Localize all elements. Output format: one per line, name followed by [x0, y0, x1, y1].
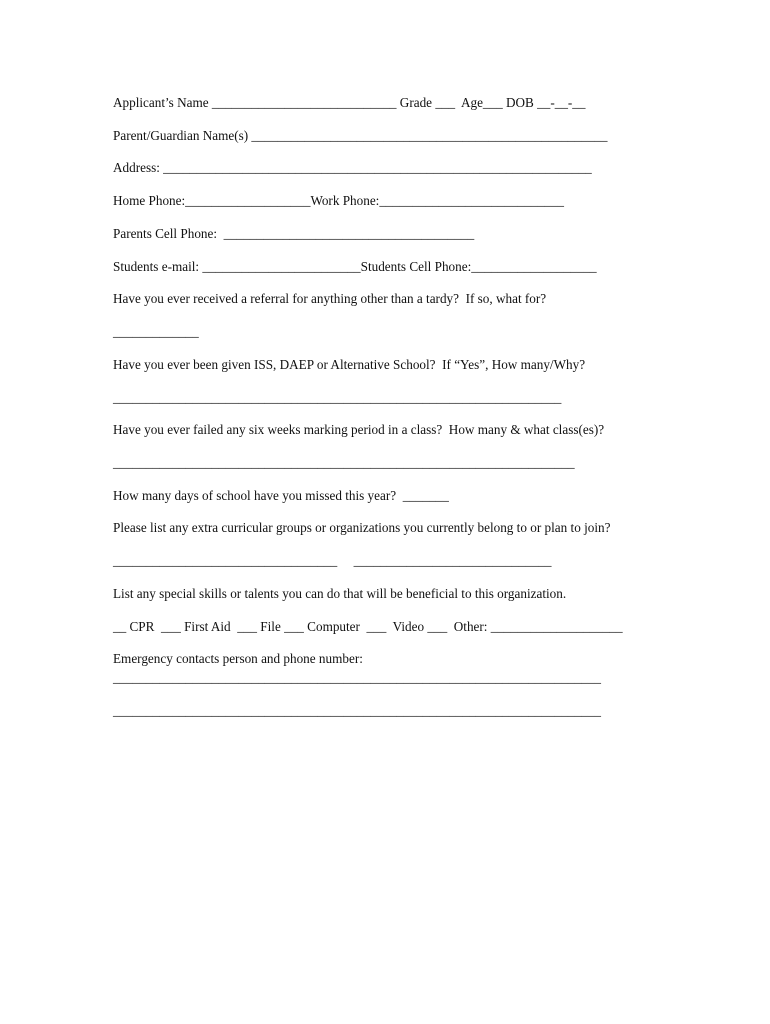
- extracurricular-question: Please list any extra curricular groups or organizations you currently belong to or plan to join?: [113, 520, 611, 535]
- special-skills-question: List any special skills or talents you can do that will be beneficial to this organization.: [113, 586, 567, 601]
- iss-daep-answer-blank: ____________________________________________________________________: [113, 390, 562, 405]
- skills-options-line: __ CPR ___ First Aid ___ File ___ Computer ___ Video ___ Other: ____________________: [113, 619, 623, 634]
- emergency-contact-blank-1: __________________________________________________________________________: [113, 670, 601, 685]
- home-work-phone-line: Home Phone:___________________Work Phone:____________________________: [113, 193, 564, 208]
- days-missed-line: How many days of school have you missed this year? _______: [113, 488, 449, 503]
- referral-question: Have you ever received a referral for anything other than a tardy? If so, what for?: [113, 291, 547, 306]
- extracurricular-answer-blanks: __________________________________ ______________________________: [113, 553, 552, 568]
- emergency-contacts-label: Emergency contacts person and phone number:: [113, 651, 363, 666]
- failed-class-question: Have you ever failed any six weeks marking period in a class? How many & what class(es)?: [113, 422, 605, 437]
- applicant-name-grade-age-dob-line: Applicant’s Name ____________________________ Grade ___ Age___ DOB __-__-__: [113, 95, 586, 110]
- emergency-contact-blank-2: __________________________________________________________________________: [113, 703, 601, 718]
- parent-guardian-name-line: Parent/Guardian Name(s) ______________________________________________________: [113, 128, 608, 143]
- failed-class-answer-blank: ______________________________________________________________________: [113, 455, 575, 470]
- iss-daep-question: Have you ever been given ISS, DAEP or Alternative School? If “Yes”, How many/Why?: [113, 357, 586, 372]
- address-line: Address: _________________________________________________________________: [113, 160, 592, 175]
- parents-cell-phone-line: Parents Cell Phone: ______________________________________: [113, 226, 475, 241]
- students-email-cell-line: Students e-mail: ________________________Students Cell Phone:___________________: [113, 259, 597, 274]
- referral-answer-blank: _____________: [113, 324, 199, 339]
